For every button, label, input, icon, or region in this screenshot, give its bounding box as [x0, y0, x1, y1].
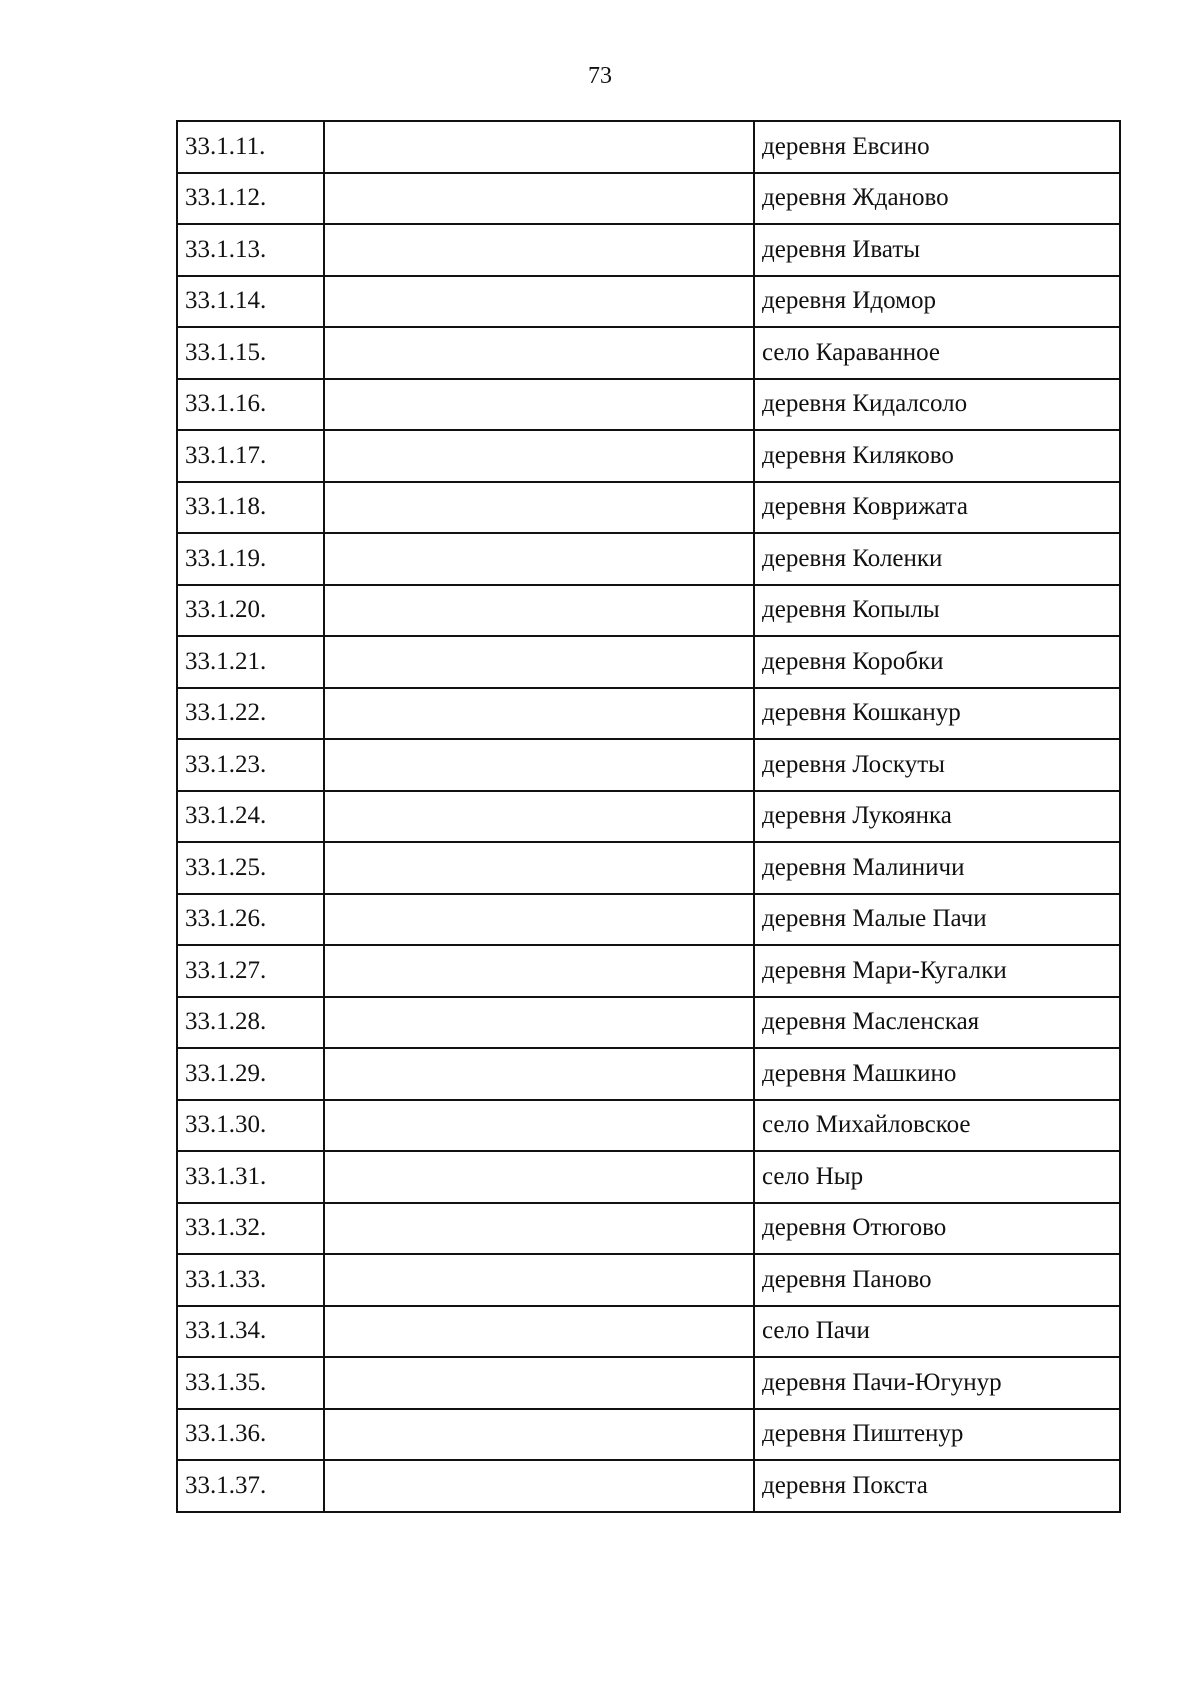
- row-blank-cell: [324, 173, 754, 225]
- table-row: [177, 688, 1120, 740]
- row-code: 33.1.33.: [177, 1254, 324, 1306]
- table-row: [177, 1203, 1120, 1255]
- row-settlement-name: деревня Лукоянка: [754, 791, 1120, 843]
- table-row: [177, 1460, 1120, 1512]
- row-code: 33.1.11.: [177, 121, 324, 173]
- row-code: 33.1.36.: [177, 1409, 324, 1461]
- row-blank-cell: [324, 791, 754, 843]
- row-code: 33.1.13.: [177, 224, 324, 276]
- table-row: [177, 379, 1120, 431]
- row-code: 33.1.18.: [177, 482, 324, 534]
- row-blank-cell: [324, 121, 754, 173]
- table-row: [177, 1100, 1120, 1152]
- table-row: [177, 1151, 1120, 1203]
- row-code: 33.1.35.: [177, 1357, 324, 1409]
- row-code: 33.1.20.: [177, 585, 324, 637]
- row-blank-cell: [324, 739, 754, 791]
- row-settlement-name: деревня Малые Пачи: [754, 894, 1120, 946]
- row-settlement-name: деревня Машкино: [754, 1048, 1120, 1100]
- row-settlement-name: деревня Кидалсоло: [754, 379, 1120, 431]
- table-row: [177, 636, 1120, 688]
- row-code: 33.1.14.: [177, 276, 324, 328]
- row-blank-cell: [324, 430, 754, 482]
- row-code: 33.1.19.: [177, 533, 324, 585]
- row-code: 33.1.25.: [177, 842, 324, 894]
- row-settlement-name: деревня Евсино: [754, 121, 1120, 173]
- row-settlement-name: деревня Пиштенур: [754, 1409, 1120, 1461]
- table-row: [177, 482, 1120, 534]
- row-settlement-name: деревня Пачи-Югунур: [754, 1357, 1120, 1409]
- row-blank-cell: [324, 1357, 754, 1409]
- row-code: 33.1.30.: [177, 1100, 324, 1152]
- table-row: [177, 791, 1120, 843]
- row-blank-cell: [324, 482, 754, 534]
- row-code: 33.1.27.: [177, 945, 324, 997]
- row-blank-cell: [324, 224, 754, 276]
- row-code: 33.1.12.: [177, 173, 324, 225]
- table-row: [177, 1048, 1120, 1100]
- table-row: [177, 121, 1120, 173]
- row-settlement-name: деревня Жданово: [754, 173, 1120, 225]
- row-settlement-name: деревня Мари-Кугалки: [754, 945, 1120, 997]
- row-code: 33.1.23.: [177, 739, 324, 791]
- row-blank-cell: [324, 1203, 754, 1255]
- row-code: 33.1.24.: [177, 791, 324, 843]
- table-row: [177, 894, 1120, 946]
- table-row: [177, 997, 1120, 1049]
- row-blank-cell: [324, 1306, 754, 1358]
- row-code: 33.1.22.: [177, 688, 324, 740]
- row-settlement-name: село Караванное: [754, 327, 1120, 379]
- table-row: [177, 430, 1120, 482]
- row-settlement-name: село Михайловское: [754, 1100, 1120, 1152]
- row-blank-cell: [324, 276, 754, 328]
- row-code: 33.1.21.: [177, 636, 324, 688]
- row-settlement-name: деревня Идомор: [754, 276, 1120, 328]
- row-settlement-name: деревня Коленки: [754, 533, 1120, 585]
- row-blank-cell: [324, 1151, 754, 1203]
- table-row: [177, 842, 1120, 894]
- row-blank-cell: [324, 636, 754, 688]
- table-row: [177, 224, 1120, 276]
- row-code: 33.1.16.: [177, 379, 324, 431]
- row-blank-cell: [324, 1048, 754, 1100]
- row-code: 33.1.37.: [177, 1460, 324, 1512]
- table-row: [177, 1254, 1120, 1306]
- table-row: [177, 1306, 1120, 1358]
- row-code: 33.1.29.: [177, 1048, 324, 1100]
- row-settlement-name: деревня Масленская: [754, 997, 1120, 1049]
- row-blank-cell: [324, 585, 754, 637]
- table-row: [177, 1357, 1120, 1409]
- row-settlement-name: деревня Лоскуты: [754, 739, 1120, 791]
- row-code: 33.1.26.: [177, 894, 324, 946]
- row-settlement-name: деревня Паново: [754, 1254, 1120, 1306]
- row-code: 33.1.32.: [177, 1203, 324, 1255]
- row-blank-cell: [324, 945, 754, 997]
- row-settlement-name: деревня Коробки: [754, 636, 1120, 688]
- table-row: [177, 739, 1120, 791]
- row-blank-cell: [324, 1100, 754, 1152]
- row-settlement-name: деревня Коврижата: [754, 482, 1120, 534]
- row-blank-cell: [324, 1254, 754, 1306]
- table-row: [177, 585, 1120, 637]
- row-settlement-name: село Ныр: [754, 1151, 1120, 1203]
- settlements-table: [176, 120, 1121, 1513]
- row-blank-cell: [324, 997, 754, 1049]
- row-code: 33.1.31.: [177, 1151, 324, 1203]
- row-settlement-name: деревня Иваты: [754, 224, 1120, 276]
- row-settlement-name: деревня Малиничи: [754, 842, 1120, 894]
- table-row: [177, 173, 1120, 225]
- table-row: [177, 327, 1120, 379]
- row-settlement-name: деревня Копылы: [754, 585, 1120, 637]
- row-code: 33.1.15.: [177, 327, 324, 379]
- row-settlement-name: деревня Отюгово: [754, 1203, 1120, 1255]
- row-blank-cell: [324, 1409, 754, 1461]
- table-row: [177, 533, 1120, 585]
- table-body: [177, 121, 1120, 1512]
- row-code: 33.1.17.: [177, 430, 324, 482]
- row-blank-cell: [324, 688, 754, 740]
- row-blank-cell: [324, 894, 754, 946]
- row-settlement-name: деревня Кошканур: [754, 688, 1120, 740]
- row-blank-cell: [324, 533, 754, 585]
- row-code: 33.1.28.: [177, 997, 324, 1049]
- row-blank-cell: [324, 327, 754, 379]
- row-settlement-name: деревня Покста: [754, 1460, 1120, 1512]
- table-row: [177, 276, 1120, 328]
- row-blank-cell: [324, 379, 754, 431]
- row-settlement-name: деревня Киляково: [754, 430, 1120, 482]
- row-blank-cell: [324, 1460, 754, 1512]
- page-number: 73: [588, 63, 612, 89]
- row-code: 33.1.34.: [177, 1306, 324, 1358]
- table-row: [177, 1409, 1120, 1461]
- table-row: [177, 945, 1120, 997]
- row-settlement-name: село Пачи: [754, 1306, 1120, 1358]
- row-blank-cell: [324, 842, 754, 894]
